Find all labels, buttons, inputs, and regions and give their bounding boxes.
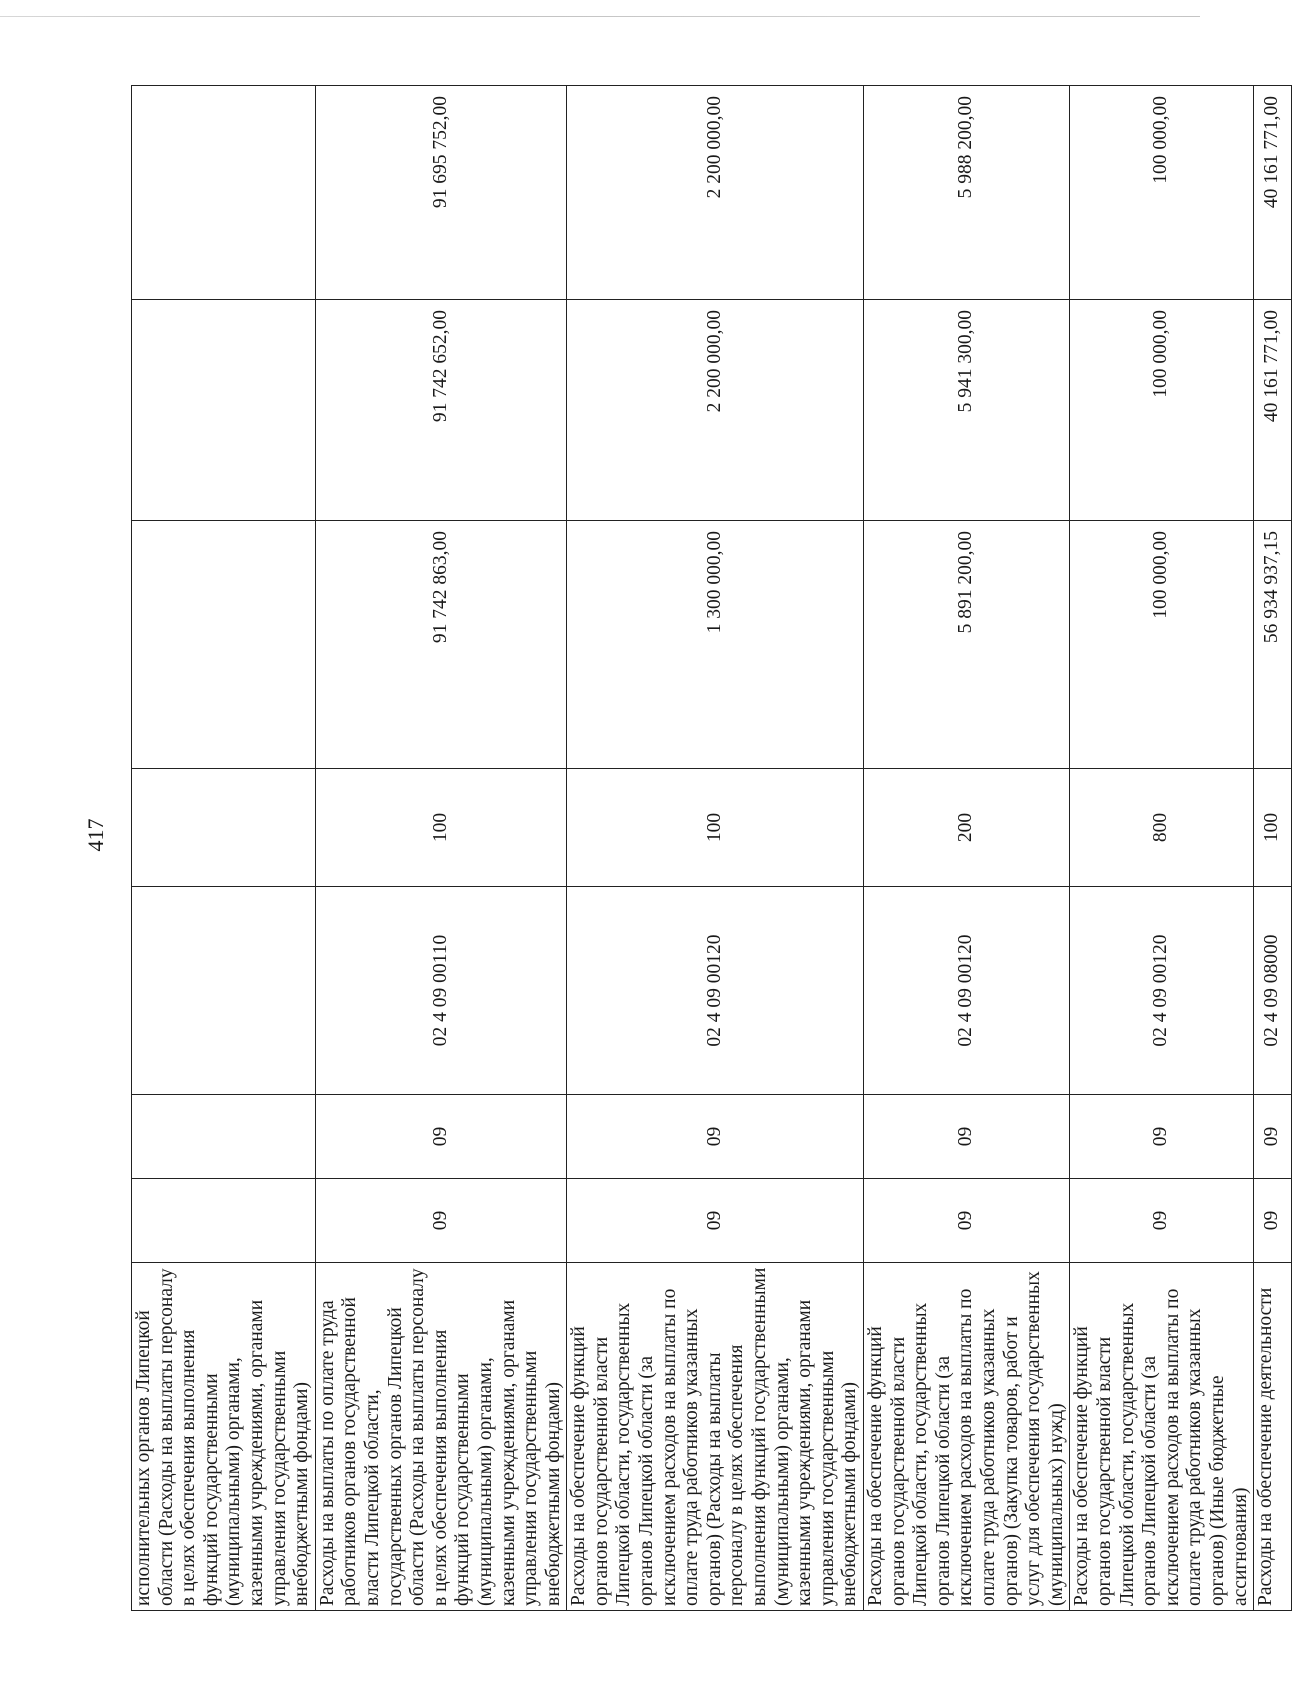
cell-description: Расходы на обеспечение деятельности: [1254, 1263, 1292, 1611]
table-row: [567, 86, 864, 1611]
cell-target-article: 02 4 09 00120: [864, 887, 1070, 1095]
cell-subsection: 09: [567, 1095, 864, 1179]
table-row: [132, 86, 316, 1611]
cell-expense-type: 100: [567, 769, 864, 887]
cell-sum-2: 40 161 771,00: [1254, 300, 1292, 521]
cell-description: Расходы на выплаты по оплате труда работников органов государственной власти Липецкой области, государственных органов Липецкой области (Расходы на выплаты персоналу в целях обеспечения выполнения функций государственными (муниципальными) органами, казенными учреждениями, органами управления государственными внебюджетными фондами): [315, 1263, 567, 1611]
cell-target-article: 02 4 09 00120: [567, 887, 864, 1095]
cell-sum-2: 100 000,00: [1070, 300, 1254, 521]
cell-sum-1: 5 891 200,00: [864, 521, 1070, 769]
cell-sum-2: [132, 300, 316, 521]
cell-sum-1: 56 934 937,15: [1254, 521, 1292, 769]
cell-sum-1: [132, 521, 316, 769]
cell-section: 09: [315, 1179, 567, 1263]
cell-expense-type: [132, 769, 316, 887]
budget-table: [131, 85, 1292, 1611]
cell-sum-1: 1 300 000,00: [567, 521, 864, 769]
page-number-text: 417: [83, 818, 108, 852]
cell-sum-3: 2 200 000,00: [567, 86, 864, 300]
cell-subsection: 09: [315, 1095, 567, 1179]
cell-sum-2: 2 200 000,00: [567, 300, 864, 521]
budget-table-container: [131, 86, 1283, 1611]
cell-expense-type: 800: [1070, 769, 1254, 887]
cell-expense-type: 200: [864, 769, 1070, 887]
table-body: [132, 86, 1292, 1611]
cell-subsection: 09: [864, 1095, 1070, 1179]
cell-description: Расходы на обеспечение функций органов государственной власти Липецкой области, государственных органов Липецкой области (за исключением расходов на выплаты по оплате труда работников указанных органов) (Иные бюджетные ассигнования): [1070, 1263, 1254, 1611]
cell-section: 09: [1254, 1179, 1292, 1263]
cell-target-article: [132, 887, 316, 1095]
cell-sum-1: 91 742 863,00: [315, 521, 567, 769]
cell-sum-2: 5 941 300,00: [864, 300, 1070, 521]
cell-section: 09: [567, 1179, 864, 1263]
cell-description: Расходы на обеспечение функций органов государственной власти Липецкой области, государственных органов Липецкой области (за исключением расходов на выплаты по оплате труда работников указанных органов) (Расходы на выплаты персоналу в целях обеспечения выполнения функций государственными (муниципальными) органами, казенными учреждениями, органами управления государственными внебюджетными фондами): [567, 1263, 864, 1611]
cell-sum-3: [132, 86, 316, 300]
cell-sum-3: 91 695 752,00: [315, 86, 567, 300]
cell-expense-type: 100: [315, 769, 567, 887]
cell-subsection: 09: [1254, 1095, 1292, 1179]
cell-subsection: [132, 1095, 316, 1179]
table-row: [1254, 86, 1292, 1611]
cell-description: Расходы на обеспечение функций органов государственной власти Липецкой области, государственных органов Липецкой области (за исключением расходов на выплаты по оплате труда работников указанных органов) (Закупка товаров, работ и услуг для обеспечения государственных (муниципальных) нужд): [864, 1263, 1070, 1611]
table-row: [1070, 86, 1254, 1611]
cell-sum-3: 5 988 200,00: [864, 86, 1070, 300]
cell-target-article: 02 4 09 00120: [1070, 887, 1254, 1095]
cell-subsection: 09: [1070, 1095, 1254, 1179]
cell-target-article: 02 4 09 08000: [1254, 887, 1292, 1095]
cell-sum-2: 91 742 652,00: [315, 300, 567, 521]
table-row: [864, 86, 1070, 1611]
scan-edge-line: [0, 16, 1200, 17]
table-row: [315, 86, 567, 1611]
cell-section: 09: [1070, 1179, 1254, 1263]
cell-section: 09: [864, 1179, 1070, 1263]
cell-sum-3: 100 000,00: [1070, 86, 1254, 300]
cell-expense-type: 100: [1254, 769, 1292, 887]
cell-description: исполнительных органов Липецкой области (Расходы на выплаты персоналу в целях обеспечения выполнения функций государственными (муниципальными) органами, казенными учреждениями, органами управления государственными внебюджетными фондами): [132, 1263, 316, 1611]
cell-sum-3: 40 161 771,00: [1254, 86, 1292, 300]
cell-section: [132, 1179, 316, 1263]
cell-target-article: 02 4 09 00110: [315, 887, 567, 1095]
cell-sum-1: 100 000,00: [1070, 521, 1254, 769]
